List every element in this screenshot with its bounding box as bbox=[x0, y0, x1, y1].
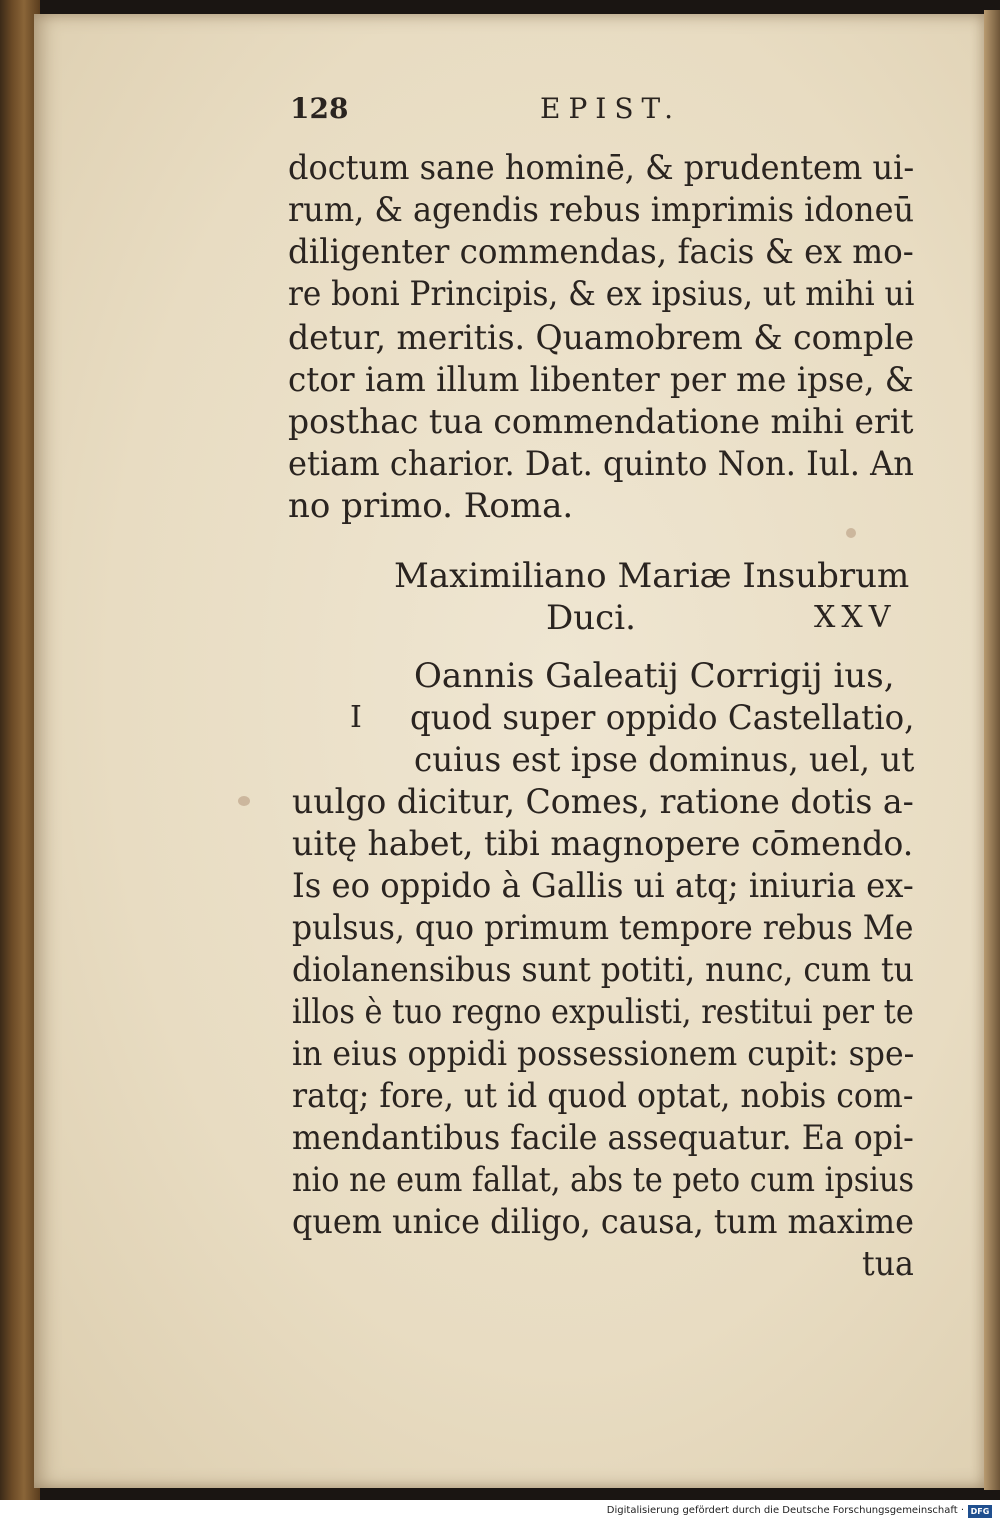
heading-line: Duci. bbox=[546, 598, 636, 638]
text-line: rum, & agendis rebus imprimis idoneū bbox=[288, 190, 915, 230]
text-line: etiam charior. Dat. quinto Non. Iul. An bbox=[288, 444, 914, 484]
text-line: ctor iam illum libenter per me ipse, & bbox=[288, 360, 914, 400]
heading-line: Maximiliano Mariæ Insubrum bbox=[394, 556, 910, 596]
page-number: 128 bbox=[290, 92, 349, 125]
digitization-credit: Digitalisierung gefördert durch die Deutsche Forschungsgemeinschaft · bbox=[606, 1505, 964, 1516]
text-line: posthac tua commendatione mihi erit bbox=[288, 402, 914, 442]
text-line: ratq; fore, ut id quod optat, nobis com- bbox=[292, 1076, 914, 1116]
text-line: no primo. Roma. bbox=[288, 486, 574, 526]
text-line: re boni Principis, & ex ipsius, ut mihi ui bbox=[288, 274, 915, 314]
stain-spot bbox=[846, 528, 856, 538]
text-line: quod super oppido Castellatio, bbox=[410, 698, 915, 738]
stain-spot bbox=[238, 796, 250, 806]
text-line: diolanensibus sunt potiti, nunc, cum tu bbox=[292, 950, 914, 990]
text-line: detur, meritis. Quamobrem & comple bbox=[288, 318, 915, 358]
text-line: in eius oppidi possessionem cupit: spe- bbox=[292, 1034, 915, 1074]
running-head: EPIST. bbox=[540, 92, 681, 125]
text-line: cuius est ipse dominus, uel, ut bbox=[414, 740, 915, 780]
drop-initial: I bbox=[350, 700, 362, 735]
text-line: Is eo oppido à Gallis ui atq; iniuria ex- bbox=[292, 866, 914, 906]
text-line: diligenter commendas, facis & ex mo- bbox=[288, 232, 914, 272]
text-line: nio ne eum fallat, abs te peto cum ipsius bbox=[292, 1160, 915, 1200]
text-line: Oannis Galeatij Corrigij ius, bbox=[414, 656, 895, 696]
text-line: quem unice diligo, causa, tum maxime bbox=[292, 1202, 914, 1242]
letter-number: XXV bbox=[814, 600, 897, 635]
text-line: uulgo dicitur, Comes, ratione dotis a- bbox=[292, 782, 914, 822]
text-line: uitę habet, tibi magnopere cōmendo. bbox=[292, 824, 914, 864]
dfg-logo-icon: DFG bbox=[968, 1505, 992, 1518]
text-line: doctum sane hominē, & prudentem ui- bbox=[288, 148, 915, 188]
text-line: illos è tuo regno expulisti, restitui per te bbox=[292, 992, 914, 1032]
text-line: mendantibus facile assequatur. Ea opi- bbox=[292, 1118, 914, 1158]
text-line: pulsus, quo primum tempore rebus Me bbox=[292, 908, 914, 948]
page-edge bbox=[984, 10, 1000, 1490]
catchword: tua bbox=[862, 1244, 914, 1284]
